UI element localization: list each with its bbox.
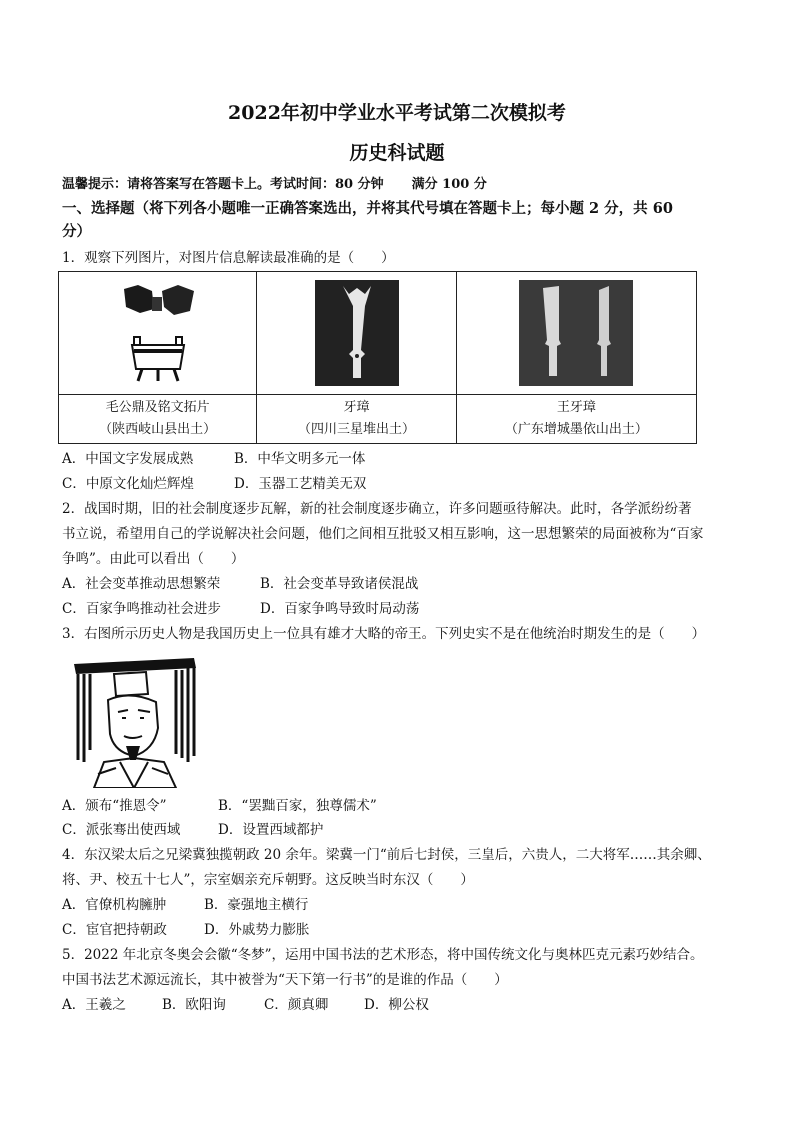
q2-options-row2 xyxy=(62,599,419,619)
q2-option-b: B．社会变革导致诸侯混战 xyxy=(260,576,419,592)
yazhang-image xyxy=(315,280,399,386)
q3-stem: 3．右图所示历史人物是我国历史上一位具有雄才大略的帝王。下列史实不是在他统治时期发生的是（ ） xyxy=(62,626,706,642)
q1-options-row2 xyxy=(62,474,366,494)
q1-caption-3-name: 王牙璋 xyxy=(556,400,596,415)
q3-option-b: B．“罢黜百家，独尊儒术” xyxy=(218,798,377,814)
q2-options-row1 xyxy=(62,574,418,594)
q4-option-d: D．外戚势力膨胀 xyxy=(204,922,310,938)
emperor-portrait-image xyxy=(64,650,204,788)
q2-stem-line1: 2．战国时期，旧的社会制度逐步瓦解，新的社会制度逐步确立，许多问题亟待解决。此时，各学派纷纷著 xyxy=(62,501,692,517)
q3-option-d: D．设置西域都护 xyxy=(218,822,324,838)
q5-option-b: B．欧阳询 xyxy=(162,997,226,1013)
q5-option-a: A．王羲之 xyxy=(62,997,126,1013)
q3-options-row1 xyxy=(62,796,377,816)
q1-caption-1-name: 毛公鼎及铭文拓片 xyxy=(105,400,210,415)
q2-stem-line2: 书立说，希望用自己的学说解决社会问题，他们之间相互批驳又相互影响，这一思想繁荣的局面被称为“百家 xyxy=(62,526,704,542)
exam-title: 2022年初中学业水平考试第二次模拟考 xyxy=(228,102,566,124)
q2-option-d: D．百家争鸣导致时局动荡 xyxy=(260,601,420,617)
q1-caption-1-origin: （陕西岐山县出土） xyxy=(99,422,217,437)
q4-option-b: B．豪强地主横行 xyxy=(204,897,309,913)
q1-caption-2-name: 牙璋 xyxy=(343,400,370,415)
q2-stem-line3: 争鸣”。由此可以看出（ ） xyxy=(62,551,245,567)
q4-stem-line1: 4．东汉梁太后之兄梁冀独揽朝政 20 余年。梁冀一门“前后七封侯，三皇后，六贵人，二大将军……其余卿、 xyxy=(62,847,711,863)
q1-caption-1 xyxy=(59,395,257,444)
q5-stem-line2: 中国书法艺术源远流长，其中被誉为“天下第一行书”的是谁的作品（ ） xyxy=(62,972,508,988)
q2-option-a: A．社会变革推动思想繁荣 xyxy=(62,576,221,592)
q4-stem-line2: 将、尹、校五十七人”，宗室姻亲充斥朝野。这反映当时东汉（ ） xyxy=(62,872,474,888)
q1-caption-3 xyxy=(456,395,696,444)
q1-caption-2 xyxy=(257,395,456,444)
q1-options-row1 xyxy=(62,449,365,469)
q3-option-c: C．派张骞出使西域 xyxy=(62,822,181,838)
q1-stem: 1．观察下列图片，对图片信息解读最准确的是（ ） xyxy=(62,250,395,266)
q1-image-table xyxy=(58,271,697,444)
subject-title: 历史科试题 xyxy=(349,142,445,164)
q5-stem-line1: 5．2022 年北京冬奥会会徽“冬梦”，运用中国书法的艺术形态，将中国传统文化与奥林匹克元素巧妙结合。 xyxy=(62,947,704,963)
wang-yazhang-image xyxy=(519,280,633,386)
q4-options-row1 xyxy=(62,895,308,915)
q5-option-d: D．柳公权 xyxy=(364,997,429,1013)
q4-option-c: C．宦官把持朝政 xyxy=(62,922,167,938)
q1-caption-3-origin: （广东增城墨依山出土） xyxy=(504,422,648,437)
q1-option-d: D．玉器工艺精美无双 xyxy=(234,476,367,492)
q1-option-a: A．中国文字发展成熟 xyxy=(62,451,194,467)
q1-caption-2-origin: （四川三星堆出土） xyxy=(297,422,415,437)
q2-option-c: C．百家争鸣推动社会进步 xyxy=(62,601,221,617)
q1-option-c: C．中原文化灿烂辉煌 xyxy=(62,476,194,492)
q3-option-a: A．颁布“推恩令” xyxy=(62,798,167,814)
q5-options-row xyxy=(62,995,429,1015)
exam-tip xyxy=(62,175,487,195)
section-heading: 一、选择题（将下列各小题唯一正确答案选出，并将其代号填在答题卡上；每小题 2 分，共 60 xyxy=(62,200,673,217)
section-heading-cont: 分） xyxy=(62,223,91,240)
q3-options-row2 xyxy=(62,820,323,840)
maogong-ding-image xyxy=(118,283,198,383)
full-score: 满分 100 分 xyxy=(411,177,487,192)
q4-option-a: A．官僚机构臃肿 xyxy=(62,897,167,913)
q4-options-row2 xyxy=(62,920,309,940)
tip-text: 温馨提示：请将答案写在答题卡上。考试时间：80 分钟 xyxy=(62,177,384,192)
q1-option-b: B．中华文明多元一体 xyxy=(234,451,366,467)
q5-option-c: C．颜真卿 xyxy=(264,997,329,1013)
